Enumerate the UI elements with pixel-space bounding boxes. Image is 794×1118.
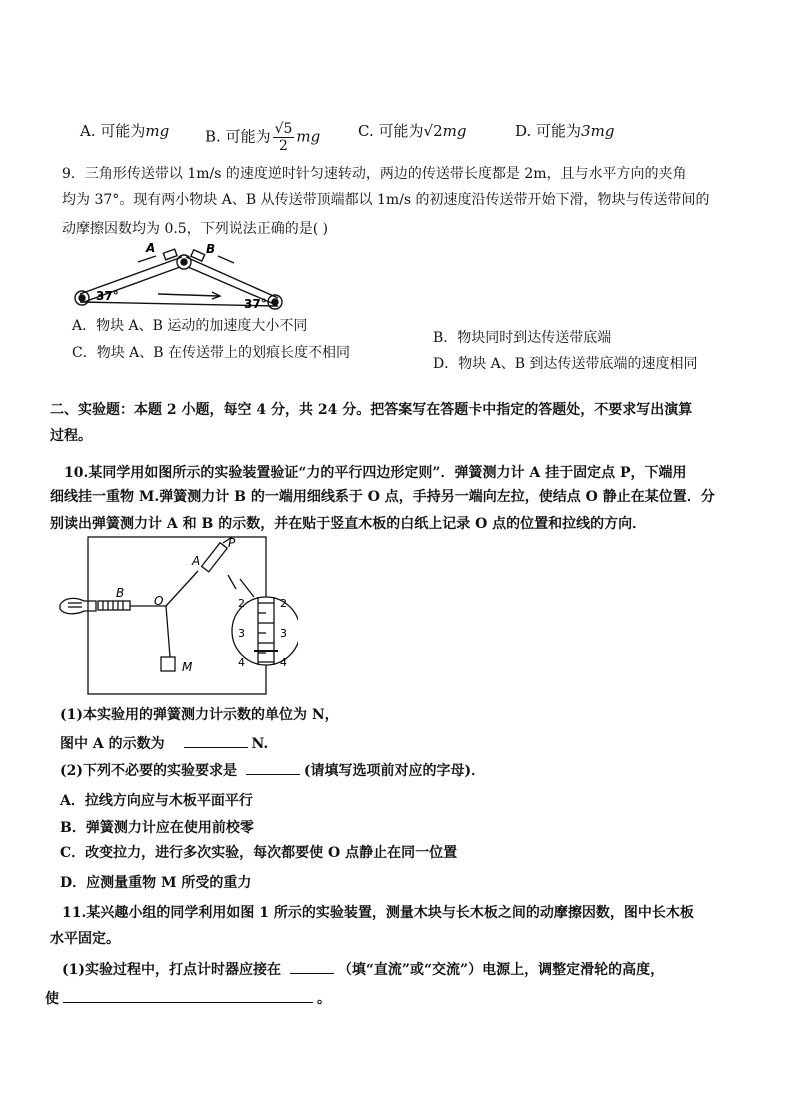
fraction-denominator: 2 bbox=[279, 138, 288, 154]
prefix-text: 图中 A 的示数为 bbox=[60, 736, 165, 752]
mass-m-label: M bbox=[182, 660, 193, 674]
section-2-heading-line1: 二、实验题：本题 2 小题，每空 4 分，共 24 分。把答案写在答题卡中指定的答题处，不要求写出演算 bbox=[50, 402, 693, 418]
block-b-label: B bbox=[206, 242, 216, 256]
angle-left-label: 37° bbox=[96, 289, 119, 303]
option-math: mg bbox=[145, 122, 170, 140]
point-o-label: O bbox=[154, 594, 164, 608]
angle-right-label: 37° bbox=[244, 297, 267, 311]
option-text: 可能为 bbox=[100, 122, 146, 140]
answer-blank-a-reading[interactable] bbox=[184, 733, 248, 748]
answer-blank-pulley-purpose[interactable] bbox=[63, 988, 313, 1003]
q9-stem-line2: 均为 37°。现有两小物块 A、B 从传送带顶端都以 1m/s 的初速度沿传送带开始下滑，物块与传送带间的 bbox=[62, 192, 710, 208]
option-label: A. bbox=[80, 122, 96, 140]
option-math: mg bbox=[442, 122, 467, 140]
option-label: C. bbox=[358, 122, 374, 140]
section-2-heading-line2: 过程。 bbox=[50, 428, 92, 444]
option-label: D. bbox=[515, 122, 532, 140]
prefix-text: 使 bbox=[45, 991, 59, 1007]
option-math: 3mg bbox=[581, 122, 615, 140]
conveyor-belt-figure bbox=[68, 240, 298, 320]
q9-option-d: D．物块 A、B 到达传送带底端的速度相同 bbox=[433, 356, 698, 372]
prefix-text: (2)下列不必要的实验要求是 bbox=[60, 763, 237, 779]
option-text: 可能为 bbox=[536, 122, 582, 140]
fraction-numerator: √5 bbox=[274, 121, 293, 137]
answer-blank-power-type[interactable] bbox=[290, 959, 334, 974]
q9-stem-line1: 9．三角形传送带以 1m/s 的速度逆时针匀速转动，两边的传送带长度都是 2m，且与水平方向的夹角 bbox=[62, 166, 687, 182]
q10-option-d: D．应测量重物 M 所受的重力 bbox=[60, 875, 252, 891]
suffix-text: （填“直流”或“交流”）电源上，调整定滑轮的高度， bbox=[337, 962, 665, 978]
point-p-label: P bbox=[228, 536, 236, 550]
suffix-text: N. bbox=[251, 736, 269, 752]
q10-sub1-line2 bbox=[60, 733, 268, 754]
answer-blank-unnecessary[interactable] bbox=[246, 760, 300, 775]
option-root: √2 bbox=[423, 122, 443, 140]
q8-option-b bbox=[205, 121, 320, 154]
q9-stem-line3: 动摩擦因数均为 0.5，下列说法正确的是( ) bbox=[62, 221, 329, 237]
option-label: B. bbox=[205, 127, 221, 146]
scale-label-4-left: 4 bbox=[238, 656, 245, 669]
q10-stem-line1: 10.某同学用如图所示的实验装置验证“力的平行四边形定则”．弹簧测力计 A 挂于固定点 P，下端用 bbox=[64, 465, 687, 481]
spring-a-label: A bbox=[192, 554, 201, 568]
q10-sub1-line1: (1)本实验用的弹簧测力计示数的单位为 N， bbox=[60, 707, 339, 723]
q9-option-b: B．物块同时到达传送带底端 bbox=[433, 330, 612, 346]
q11-sub1-line2 bbox=[45, 988, 331, 1009]
q8-option-d bbox=[515, 121, 614, 141]
q8-option-c bbox=[358, 121, 466, 141]
q10-option-b: B．弹簧测力计应在使用前校零 bbox=[60, 820, 254, 836]
q9-option-c: C．物块 A、B 在传送带上的划痕长度不相同 bbox=[72, 345, 351, 361]
spring-b-label: B bbox=[116, 586, 125, 600]
q9-option-a: A．物块 A、B 运动的加速度大小不同 bbox=[72, 318, 308, 334]
q8-option-a bbox=[80, 121, 169, 141]
option-text: 可能为 bbox=[378, 122, 424, 140]
q10-option-c: C．改变拉力，进行多次实验，每次都要使 O 点静止在同一位置 bbox=[60, 845, 458, 861]
option-text: 可能为 bbox=[225, 127, 271, 146]
q10-stem-line3: 别读出弹簧测力计 A 和 B 的示数，并在贴于竖直木板的白纸上记录 O 点的位置和拉线的方向． bbox=[50, 516, 647, 532]
option-math: mg bbox=[296, 127, 321, 146]
q10-option-a: A．拉线方向应与木板平面平行 bbox=[60, 793, 253, 809]
fraction bbox=[273, 121, 295, 154]
scale-label-3-left: 3 bbox=[238, 627, 245, 640]
block-a-label: A bbox=[146, 241, 156, 255]
scale-label-2-right: 2 bbox=[280, 597, 287, 610]
prefix-text: (1)实验过程中，打点计时器应接在 bbox=[62, 962, 281, 978]
force-experiment-figure bbox=[58, 535, 298, 705]
scale-label-4-right: 4 bbox=[280, 656, 287, 669]
scale-label-2-left: 2 bbox=[238, 597, 245, 610]
q11-sub1-line1 bbox=[62, 959, 664, 980]
q10-sub2 bbox=[60, 760, 485, 781]
q11-stem-line1: 11.某兴趣小组的同学利用如图 1 所示的实验装置，测量木块与长木板之间的动摩擦因数，图中长木板 bbox=[62, 905, 694, 921]
q11-stem-line2: 水平固定。 bbox=[50, 931, 120, 947]
scale-label-3-right: 3 bbox=[280, 627, 287, 640]
q10-stem-line2: 细线挂一重物 M.弹簧测力计 B 的一端用细线系于 O 点，手持另一端向左拉，使结点 O 静止在某位置．分 bbox=[50, 489, 715, 505]
suffix-text: (请填写选项前对应的字母)． bbox=[303, 763, 486, 779]
suffix-text: 。 bbox=[317, 991, 331, 1007]
